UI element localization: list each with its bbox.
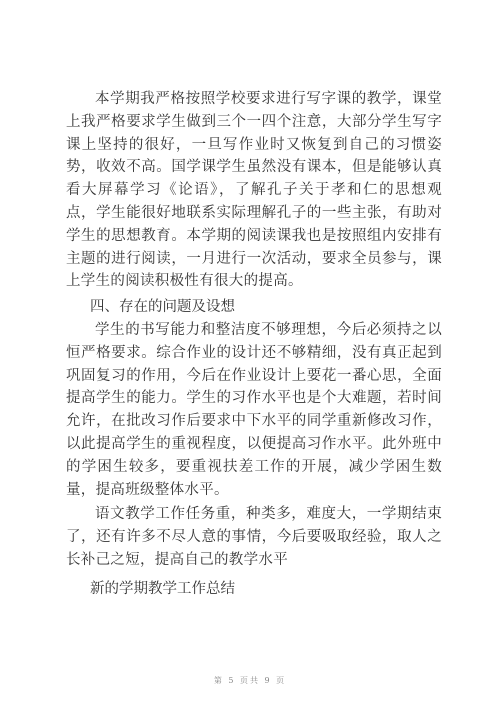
page-number-footer: 第 5 页共 9 页: [213, 676, 287, 685]
paragraph-conclusion: 语文教学工作任务重，种类多，难度大，一学期结束了，还有许多不尽人意的事情，今后要吸取经验，取人之长补己之短，提高自己的教学水平: [66, 506, 442, 568]
paragraph-problems: 学生的书写能力和整洁度不够理想，今后必须持之以恒严格要求。综合作业的设计还不够精细，没有真正起到巩固复习的作用，今后在作业设计上要花一番心思，全面提高学生的能力。学生的习作水平也是个大难题，若时间允许，在批改习作后要求中下水平的同学重新修改习作，以此提高学生的重视程度，以便提高习作水平。此外班中的学困生较多，要重视扶差工作的开展，减少学困生数量，提高班级整体水平。: [66, 321, 442, 498]
section-heading-problems: 四、存在的问题及设想: [90, 299, 235, 316]
document-body: [66, 88, 442, 601]
paragraph-teaching-summary: 本学期我严格按照学校要求进行写字课的教学，课堂上我严格要求学生做到三个一四个注意，大部分学生写字课上坚持的很好，一旦写作业时又恢复到自己的习惯姿势，收效不高。国学课学生虽然没有课本，但是能够认真看大屏幕学习《论语》，了解孔子关于孝和仁的思想观点，学生能很好地联系实际理解孔子的一些主张，有助对学生的思想教育。本学期的阅读课我也是按照组内安排有主题的进行阅读，一月进行一次活动，要求全员参与，课上学生的阅读积极性有很大的提高。: [66, 91, 442, 290]
section-heading-next-term: 新的学期教学工作总结: [90, 580, 235, 597]
